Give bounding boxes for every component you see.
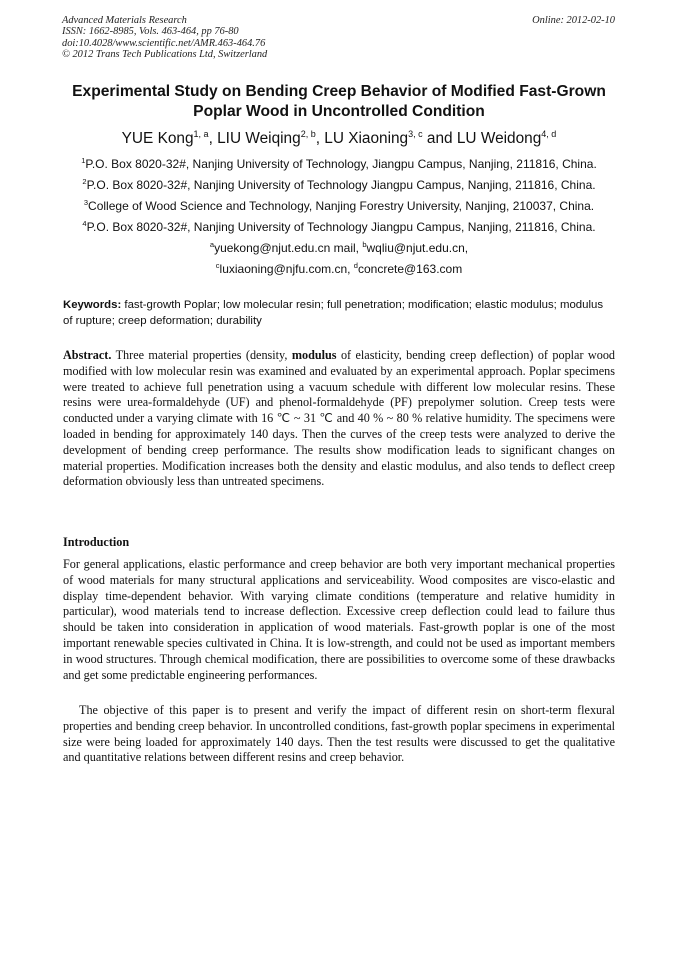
email-line — [30, 239, 648, 260]
doi-line: doi:10.4028/www.scientific.net/AMR.463-464.76 — [62, 37, 266, 49]
paper-title: Experimental Study on Bending Creep Behavior of Modified Fast-Grown Poplar Wood in Uncontrolled Condition — [72, 83, 606, 120]
author: LIU Weiqing — [217, 130, 301, 147]
author: YUE Kong — [121, 130, 194, 147]
abstract-text: of elasticity, bending creep deflection) of poplar wood modified with low molecular resin was examined and evaluated by an experimental approach. Poplar specimens were treated to achieve full penetration using a vacuum schedule with different low molecular resins. These resins were urea-formaldehyde (UF) and phenol-formaldehyde (PF) prepolymer solution. Creep tests were conducted under a varying climate with 16 ℃ ~ 31 ℃ and 40 % ~ 80 % relative humidity. The specimens were loaded in bending for approximately 140 days. Then the curves of the creep tests were analyzed to derive the development of bending creep performance. The results show modification leads to significant changes on material properties. Modification increases both the density and elastic modulus, and also tends to deflect creep deformation obviously less than untreated specimens. — [63, 348, 616, 489]
author-superscript: 3, c — [408, 129, 423, 139]
intro-paragraph: The objective of this paper is to present and verify the impact of different resin on short-term flexural properties and bending creep behavior. In uncontrolled conditions, fast-growth poplar specimens in experimental size were being loaded for approximately 140 days. Then the test results were discussed to get the qualitative and quantitative relations between different resins and creep behavior. — [63, 703, 615, 765]
email-superscript: b — [362, 240, 367, 249]
intro-paragraph: For general applications, elastic performance and creep behavior are both very important mechanical properties of wood materials for many structural applications and serviceability. Wood composites are visco-elastic and display time-dependent behavior. With varying climate conditions (temperature and relative humidity in particular), wood materials tend to increase deflection. Excessive creep deflection could lead to failure thus should be taken into consideration in application of wood materials. Fast-growth poplar is one of the most important renewable species cultivated in China. It is low-strength, and could not be used as important members in wood structures. Through chemical modification, there are possibilities to overcome some of these drawbacks and get some predictable engineering performances. — [63, 557, 615, 682]
affiliation — [30, 218, 648, 239]
affiliation-text: College of Wood Science and Technology, Nanjing Forestry University, Nanjing, 210037, China. — [88, 199, 595, 213]
email-text: wqliu@njut.edu.cn, — [366, 241, 469, 255]
email-text: concrete@163.com — [357, 262, 463, 276]
email-text: luxiaoning@njfu.com.cn, — [219, 262, 354, 276]
affiliation-superscript: 1 — [81, 156, 86, 165]
author-superscript: 4, d — [541, 129, 557, 139]
journal-header — [62, 15, 267, 61]
affiliation-text: P.O. Box 8020-32#, Nanjing University of Technology, Jiangpu Campus, Nanjing, 211816, China. — [85, 157, 597, 171]
affiliation-superscript: 2 — [82, 177, 87, 186]
affiliation — [30, 155, 648, 176]
author-superscript: 2, b — [300, 129, 316, 139]
email-superscript: a — [209, 240, 215, 249]
abstract-section — [63, 348, 615, 490]
keywords-text: fast-growth Poplar; low molecular resin; full penetration; modification; elastic modulus; modulus of rupture; creep deformation; durability — [63, 299, 604, 327]
email-line — [30, 260, 648, 281]
email-text: yuekong@njut.edu.cn mail, — [214, 241, 363, 255]
abstract-label: Abstract. — [63, 348, 112, 362]
journal-name: Advanced Materials Research — [62, 15, 187, 26]
online-date: Online: 2012-02-10 — [532, 15, 615, 26]
keywords-section — [63, 297, 615, 329]
affiliation-text: P.O. Box 8020-32#, Nanjing University of Technology Jiangpu Campus, Nanjing, 211816, China. — [86, 178, 596, 192]
affiliation — [30, 197, 648, 218]
author-separator: , — [208, 130, 218, 147]
affiliation-superscript: 3 — [83, 198, 89, 207]
abstract-text: Three material properties (density, — [111, 348, 292, 362]
author-superscript: 1, a — [193, 129, 209, 139]
author: LU Weidong — [456, 130, 542, 147]
copyright-line: © 2012 Trans Tech Publications Ltd, Switzerland — [62, 49, 268, 61]
affiliation-superscript: 4 — [82, 219, 87, 228]
affiliation-list — [30, 155, 648, 281]
abstract-bold-term: modulus — [291, 348, 337, 362]
author-separator: and — [422, 130, 457, 147]
keywords-label: Keywords: — [63, 299, 122, 311]
section-heading: Introduction — [63, 535, 130, 549]
email-superscript: c — [215, 261, 220, 270]
author-separator: , — [315, 130, 325, 147]
email-superscript: d — [353, 261, 358, 270]
author: LU Xiaoning — [324, 130, 409, 147]
issn-line: ISSN: 1662-8985, Vols. 463-464, pp 76-80 — [62, 26, 239, 38]
affiliation-text: P.O. Box 8020-32#, Nanjing University of Technology Jiangpu Campus, Nanjing, 211816, China. — [86, 220, 596, 234]
affiliation — [30, 176, 648, 197]
author-list — [30, 129, 648, 149]
